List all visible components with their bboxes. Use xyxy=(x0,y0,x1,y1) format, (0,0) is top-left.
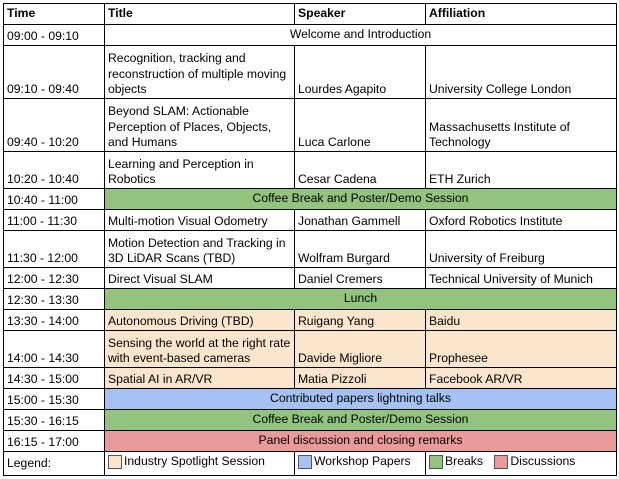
schedule-row xyxy=(4,431,617,452)
title-cell: Beyond SLAM: Actionable Perception of Places, Objects, and Humans xyxy=(105,99,295,152)
speaker-cell: Daniel Cremers xyxy=(295,268,426,289)
legend-swatch xyxy=(429,455,443,469)
schedule-row xyxy=(4,310,617,331)
header-speaker: Speaker xyxy=(295,4,426,25)
affiliation-cell: University College London xyxy=(426,46,617,99)
schedule-row xyxy=(4,231,617,268)
schedule-row xyxy=(4,25,617,46)
speaker-cell: Matia Pizzoli xyxy=(295,368,426,389)
schedule-row xyxy=(4,46,617,99)
title-cell: Spatial AI in AR/VR xyxy=(105,368,295,389)
session-span-cell: Coffee Break and Poster/Demo Session xyxy=(105,410,617,431)
time-cell: 09:10 - 09:40 xyxy=(4,46,105,99)
legend-item-label: Breaks xyxy=(445,453,483,468)
affiliation-cell: Facebook AR/VR xyxy=(426,368,617,389)
time-cell: 14:00 - 14:30 xyxy=(4,331,105,368)
schedule-row xyxy=(4,289,617,310)
speaker-cell: Davide Migliore xyxy=(295,331,426,368)
legend-row xyxy=(4,452,617,476)
header-affiliation: Affiliation xyxy=(426,4,617,25)
title-cell: Motion Detection and Tracking in 3D LiDAR Scans (TBD) xyxy=(105,231,295,268)
title-cell: Learning and Perception in Robotics xyxy=(105,152,295,189)
schedule-table xyxy=(3,3,617,476)
schedule-row xyxy=(4,410,617,431)
time-cell: 15:30 - 16:15 xyxy=(4,410,105,431)
session-span-cell: Panel discussion and closing remarks xyxy=(105,431,617,452)
session-span-cell: Contributed papers lightning talks xyxy=(105,389,617,410)
time-cell: 11:00 - 11:30 xyxy=(4,210,105,231)
schedule-row xyxy=(4,189,617,210)
time-cell: 16:15 - 17:00 xyxy=(4,431,105,452)
affiliation-cell: Prophesee xyxy=(426,331,617,368)
session-span-cell: Welcome and Introduction xyxy=(105,25,617,46)
affiliation-cell: Technical University of Munich xyxy=(426,268,617,289)
title-cell: Multi-motion Visual Odometry xyxy=(105,210,295,231)
schedule-row xyxy=(4,99,617,152)
schedule-row xyxy=(4,389,617,410)
time-cell: 09:40 - 10:20 xyxy=(4,99,105,152)
time-cell: 14:30 - 15:00 xyxy=(4,368,105,389)
speaker-cell: Wolfram Burgard xyxy=(295,231,426,268)
time-cell: 10:20 - 10:40 xyxy=(4,152,105,189)
schedule-row xyxy=(4,210,617,231)
schedule-row xyxy=(4,368,617,389)
legend-swatch xyxy=(108,455,122,469)
title-cell: Sensing the world at the right rate with event-based cameras xyxy=(105,331,295,368)
time-cell: 09:00 - 09:10 xyxy=(4,25,105,46)
time-cell: 15:00 - 15:30 xyxy=(4,389,105,410)
header-title: Title xyxy=(105,4,295,25)
legend-item-label: Discussions xyxy=(510,453,576,468)
time-cell: 10:40 - 11:00 xyxy=(4,189,105,210)
header-row xyxy=(4,4,617,25)
title-cell: Recognition, tracking and reconstruction of multiple moving objects xyxy=(105,46,295,99)
schedule-row xyxy=(4,331,617,368)
affiliation-cell: Massachusetts Institute of Technology xyxy=(426,99,617,152)
time-cell: 12:30 - 13:30 xyxy=(4,289,105,310)
session-span-cell: Lunch xyxy=(105,289,617,310)
legend-swatch xyxy=(298,455,312,469)
schedule-row xyxy=(4,152,617,189)
legend-item-label: Workshop Papers xyxy=(314,453,411,468)
affiliation-cell: ETH Zurich xyxy=(426,152,617,189)
title-cell: Direct Visual SLAM xyxy=(105,268,295,289)
legend-item-workshop xyxy=(295,452,426,476)
legend-item-label: Industry Spotlight Session xyxy=(124,453,265,468)
affiliation-cell: University of Freiburg xyxy=(426,231,617,268)
time-cell: 12:00 - 12:30 xyxy=(4,268,105,289)
legend-label: Legend: xyxy=(4,452,105,476)
speaker-cell: Cesar Cadena xyxy=(295,152,426,189)
affiliation-cell: Baidu xyxy=(426,310,617,331)
speaker-cell: Luca Carlone xyxy=(295,99,426,152)
speaker-cell: Jonathan Gammell xyxy=(295,210,426,231)
speaker-cell: Ruigang Yang xyxy=(295,310,426,331)
affiliation-cell: Oxford Robotics Institute xyxy=(426,210,617,231)
time-cell: 11:30 - 12:00 xyxy=(4,231,105,268)
speaker-cell: Lourdes Agapito xyxy=(295,46,426,99)
time-cell: 13:30 - 14:00 xyxy=(4,310,105,331)
legend-item-industry xyxy=(105,452,295,476)
legend-item-breaks-discussions xyxy=(426,452,617,476)
schedule-row xyxy=(4,268,617,289)
schedule-body xyxy=(4,25,617,452)
legend-swatch xyxy=(494,455,508,469)
header-time: Time xyxy=(4,4,105,25)
title-cell: Autonomous Driving (TBD) xyxy=(105,310,295,331)
session-span-cell: Coffee Break and Poster/Demo Session xyxy=(105,189,617,210)
